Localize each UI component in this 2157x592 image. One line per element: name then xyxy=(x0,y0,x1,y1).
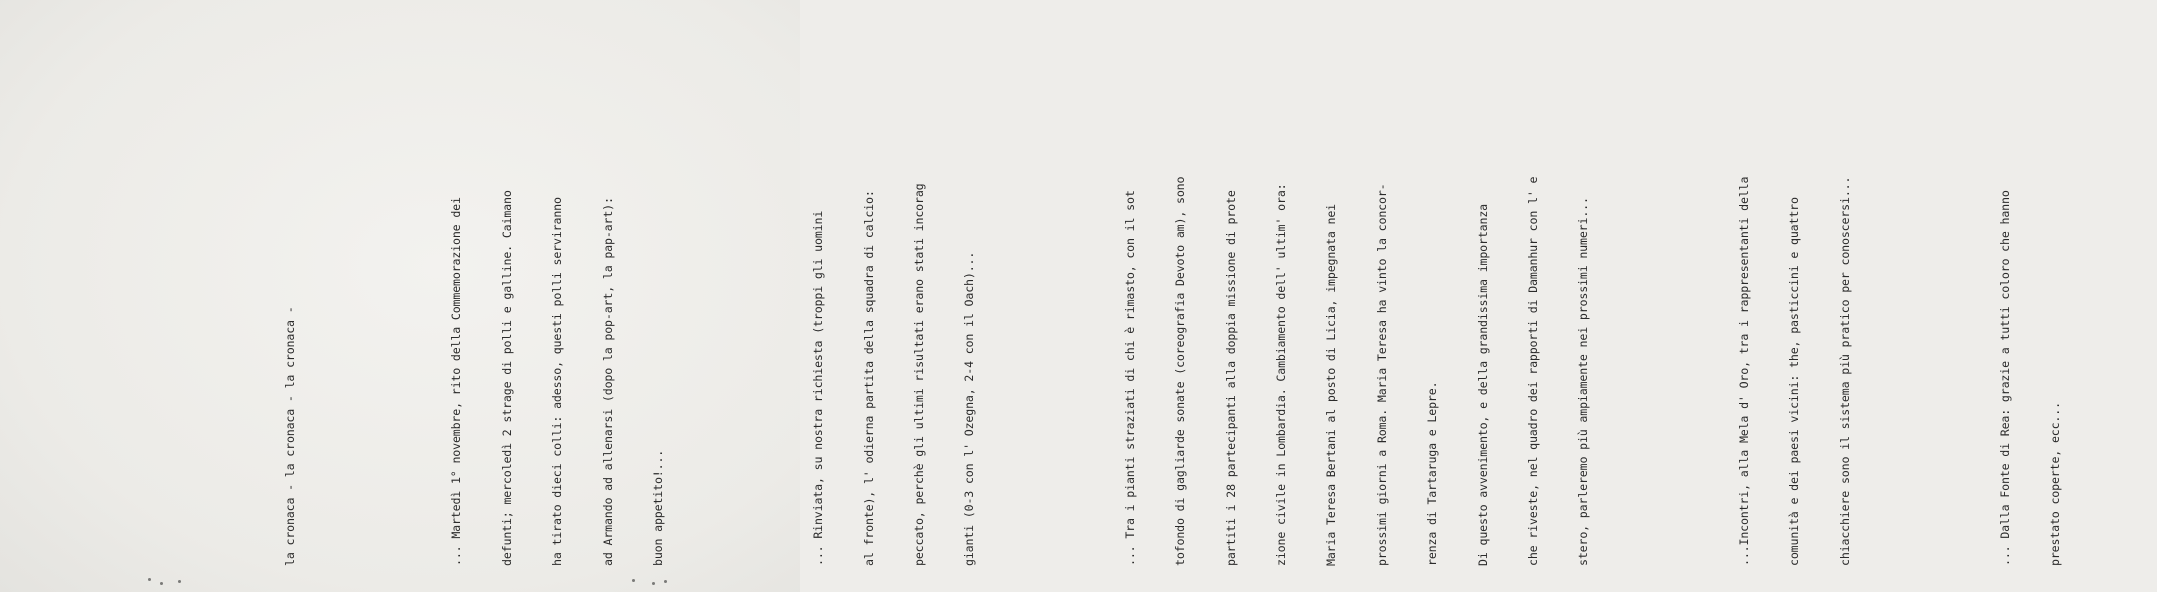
text-line: renza di Tartaruga e Lepre. xyxy=(1425,381,1440,566)
text-line: ... Tra i pianti straziati di chi è rimasto, con il sot xyxy=(1122,190,1137,566)
text-line: chiacchiere sono il sistema più pratico per conoscersi... xyxy=(1837,176,1852,566)
text-line: ad Armando ad allenarsi (dopo la pop-art, la pap-art): xyxy=(600,197,615,566)
text-line: ... Dalla Fonte di Rea: grazie a tutti coloro che hanno xyxy=(1997,190,2012,566)
text-line: partiti i 28 partecipanti alla doppia missione di prote xyxy=(1223,190,1238,566)
text-line: prestato coperte, ecc... xyxy=(2048,402,2063,566)
typewritten-text xyxy=(248,26,2157,566)
text-line: prossimi giorni a Roma. Maria Teresa ha vinto la concor- xyxy=(1374,183,1389,566)
text-line: defunti; mercoledì 2 strage di polli e galline. Caimano xyxy=(499,190,514,566)
paper-speck xyxy=(160,582,163,585)
paragraph-thanks xyxy=(1963,26,2097,566)
text-line: Maria Teresa Bertani al posto di Licia, impegnata nei xyxy=(1324,204,1339,566)
text-line: gianti (0-3 con l' Ozegna, 2-4 con il Oach)... xyxy=(962,251,977,566)
text-line: tofondo di gagliarde sonate (coreografia Devoto am), sono xyxy=(1173,176,1188,566)
paper-speck xyxy=(652,582,655,585)
text-line: che riveste, nel quadro dei rapporti di Damanhur con l' e xyxy=(1525,176,1540,566)
text-line: ... Martedì 1° novembre, rito della Commemorazione dei xyxy=(449,197,464,566)
text-line: Di questo avvenimento, e della grandissima importanza xyxy=(1475,204,1490,566)
text-line: al fronte), l' odierna partita della squadra di calcio: xyxy=(861,190,876,566)
paragraph-meetings xyxy=(1702,26,1887,566)
text-line: buon appetito!... xyxy=(650,449,665,566)
text-line: comunità e dei paesi vicini: the, pasticcini e quattro xyxy=(1787,197,1802,566)
page-header: la cronaca - la cronaca - la cronaca - xyxy=(282,306,297,566)
paragraph-commemoration xyxy=(415,26,701,566)
text-line: zione civile in Lombardia. Cambiamento dell' ultim' ora: xyxy=(1274,183,1289,566)
text-line: stero, parleremo più ampiamente nei prossimi numeri... xyxy=(1576,197,1591,566)
rotated-page xyxy=(120,16,2063,576)
paper-speck xyxy=(148,578,151,581)
paragraph-football xyxy=(777,26,1012,566)
paper-speck xyxy=(178,580,181,583)
text-line: peccato, perchè gli ultimi risultati erano stati incorag xyxy=(912,183,927,566)
paper-speck xyxy=(664,580,667,583)
text-line: ...Incontri, alla Mela d' Oro, tra i rappresentanti della xyxy=(1736,176,1751,566)
text-line: ... Rinviata, su nostra richiesta (troppi gli uomini xyxy=(811,210,826,566)
paper-speck xyxy=(632,579,635,582)
text-line: ha tirato dieci colli: adesso, questi polli serviranno xyxy=(550,197,565,566)
paragraph-civil-protection xyxy=(1088,26,1626,566)
